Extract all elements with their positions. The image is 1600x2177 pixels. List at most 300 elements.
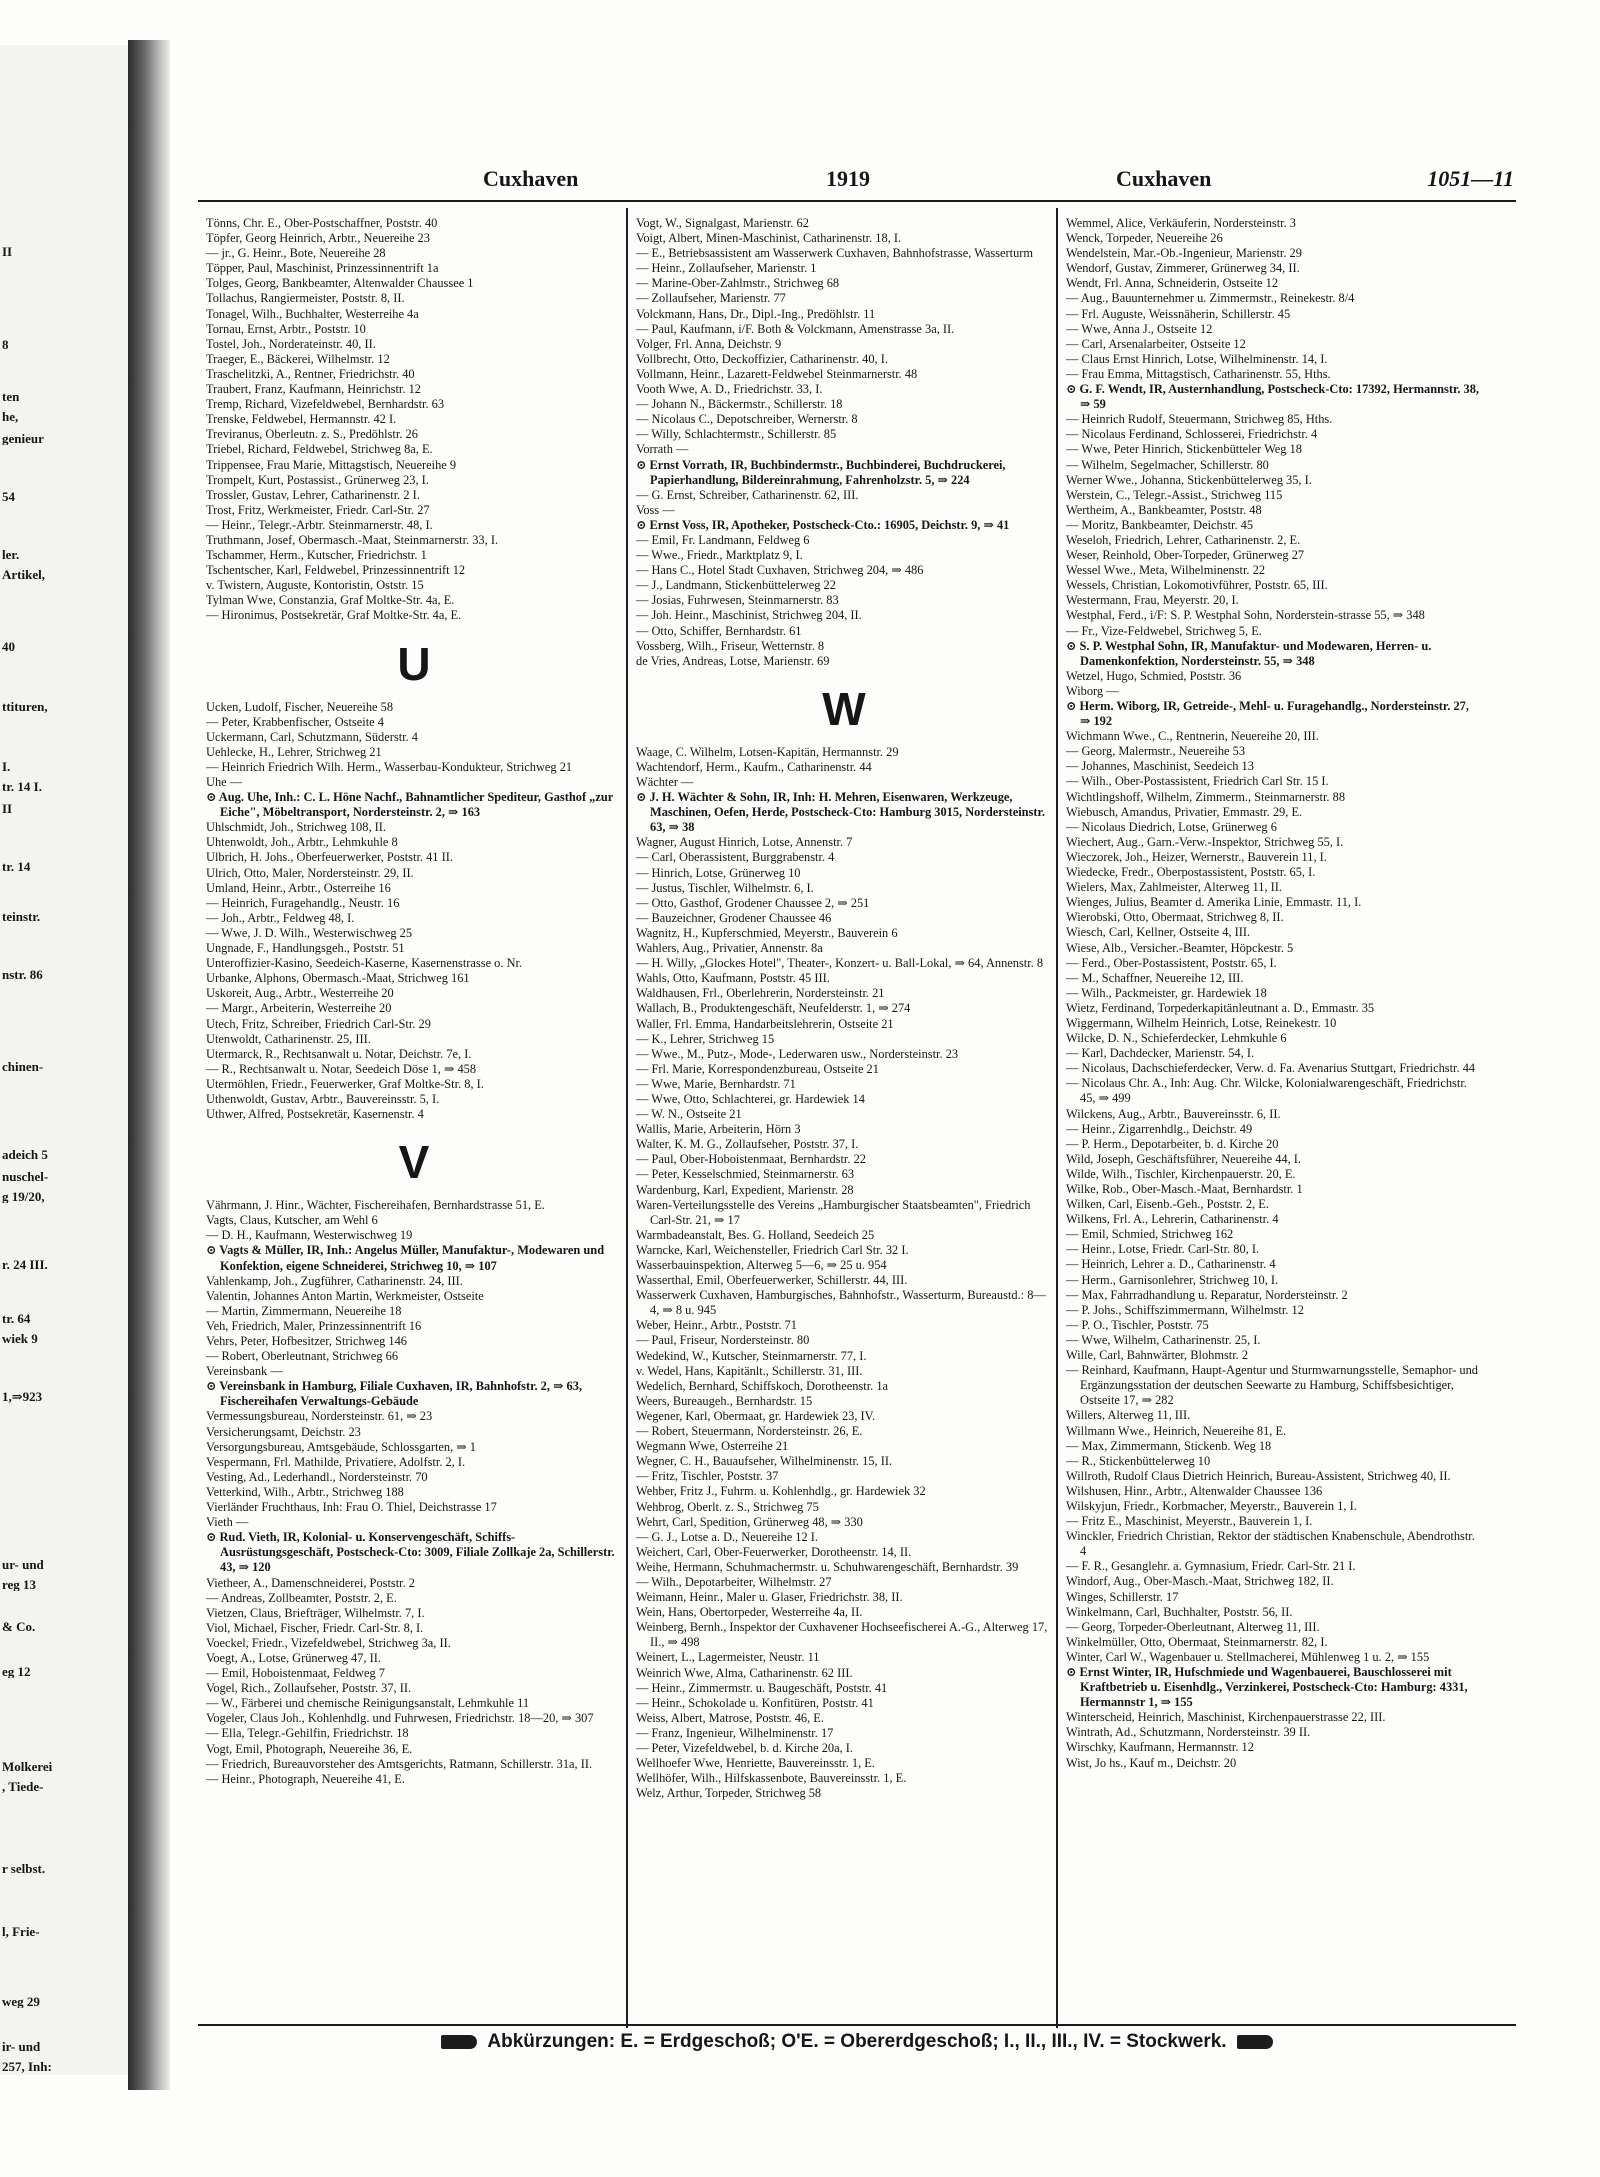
directory-entry: Vesting, Ad., Lederhandl., Nordersteinstr. 70 (206, 1469, 428, 1484)
directory-entry: — Otto, Gasthof, Grodener Chaussee 2, ⇒ 251 (636, 895, 870, 910)
directory-entry: — G. Ernst, Schreiber, Catharinenstr. 62, III. (636, 487, 859, 502)
directory-entry: Wiggermann, Wilhelm Heinrich, Lotse, Reinekestr. 10 (1066, 1015, 1337, 1030)
directory-entry: — Wwe, Anna J., Ostseite 12 (1066, 321, 1213, 336)
directory-entry: — Otto, Schiffer, Bernhardstr. 61 (636, 623, 802, 638)
left-page-text-fragment: ur- und (2, 1558, 44, 1571)
directory-entry: Uthenwoldt, Gustav, Arbtr., Bauvereinsstr. 5, I. (206, 1091, 440, 1106)
directory-entry: — Georg, Malermstr., Neuereihe 53 (1066, 744, 1246, 759)
business-listing: ⊙ Aug. Uhe, Inh.: C. L. Höne Nachf., Bahnamtlicher Spediteur, Gasthof „zur Eiche", Möbeltransport, Nordersteinstr. 2, ⇒ 163 (206, 790, 614, 820)
directory-entry: Waller, Frl. Emma, Handarbeitslehrerin, Ostseite 21 (636, 1016, 894, 1031)
left-page-text-fragment: nstr. 86 (2, 968, 43, 981)
business-listing: ⊙ S. P. Westphal Sohn, IR, Manufaktur- und Modewaren, Herren- u. Damenkonfektion, Nordersteinstr. 55, ⇒ 348 (1066, 638, 1432, 668)
directory-entry: Waren-Verteilungsstelle des Vereins „Hamburgischer Staatsbeamten", Friedrich Carl-Str. 21, ⇒ 17 (636, 1197, 1031, 1227)
directory-entry: — Robert, Steuermann, Nordersteinstr. 26, E. (636, 1424, 863, 1439)
directory-entry: Weihe, Hermann, Schuhmachermstr. u. Schuhwarengeschäft, Bernhardstr. 39 (636, 1559, 1019, 1574)
directory-entry: Trenske, Feldwebel, Hermannstr. 42 I. (206, 412, 397, 427)
directory-entry: Wehbrog, Oberlt. z. S., Strichweg 75 (636, 1499, 819, 1514)
directory-entry: Wieczorek, Joh., Heizer, Wernerstr., Bauverein 11, I. (1066, 849, 1327, 864)
directory-entry: Wegner, C. H., Bauaufseher, Wilhelminenstr. 15, II. (636, 1454, 893, 1469)
directory-entry: Töpper, Paul, Maschinist, Prinzessinnentrift 1a (206, 261, 439, 276)
directory-entry: Valentin, Johannes Anton Martin, Werkmeister, Ostseite (206, 1288, 484, 1303)
directory-entry: — Fritz E., Maschinist, Meyerstr., Bauverein 1, I. (1066, 1514, 1313, 1529)
directory-entry: Unteroffizier-Kasino, Seedeich-Kaserne, Kasernenstrasse o. Nr. (206, 956, 523, 971)
book-gutter (128, 40, 170, 2090)
directory-entry: Wendelstein, Mar.-Ob.-Ingenieur, Marienstr. 29 (1066, 246, 1302, 261)
directory-entry: — Joh. Heinr., Maschinist, Strichweg 204, II. (636, 608, 862, 623)
directory-entry: — K., Lehrer, Strichweg 15 (636, 1031, 775, 1046)
directory-entry: — Marine-Ober-Zahlmstr., Strichweg 68 (636, 276, 840, 291)
left-page-text-fragment: wiek 9 (2, 1332, 38, 1345)
directory-entry: — Georg, Torpeder-Oberleutnant, Alterweg 11, III. (1066, 1619, 1320, 1634)
directory-entry: Vährmann, J. Hinr., Wächter, Fischereihafen, Bernhardstrasse 51, E. (206, 1198, 545, 1213)
directory-entry: — Heinrich Friedrich Wilh. Herm., Wasserbau-Kondukteur, Strichweg 21 (206, 759, 573, 774)
directory-entry: — W., Färberei und chemische Reinigungsanstalt, Lehmkuhle 11 (206, 1696, 530, 1711)
directory-entry: — Willy, Schlachtermstr., Schillerstr. 85 (636, 427, 837, 442)
directory-entry: Wagnitz, H., Kupferschmied, Meyerstr., Bauverein 6 (636, 925, 898, 940)
directory-entry: — Max, Fahrradhandlung u. Reparatur, Nordersteinstr. 2 (1066, 1287, 1348, 1302)
left-page-text-fragment: I. (2, 760, 11, 773)
left-page-text-fragment: Artikel, (2, 568, 45, 581)
directory-entry: Vermessungsbureau, Nordersteinstr. 61, ⇒ 23 (206, 1409, 433, 1424)
directory-entry: — Paul, Kaufmann, i/F. Both & Volckmann, Amenstrasse 3a, II. (636, 321, 955, 336)
directory-entry: Wessels, Christian, Lokomotivführer, Poststr. 65, III. (1066, 578, 1328, 593)
directory-entry: Vahlenkamp, Joh., Zugführer, Catharinenstr. 24, III. (206, 1273, 463, 1288)
directory-entry: Uthwer, Alfred, Postsekretär, Kasernenstr. 4 (206, 1107, 424, 1122)
column-3 (1066, 216, 1482, 2024)
directory-entry: — Heinr., Telegr.-Arbtr. Steinmarnerstr. 48, I. (206, 517, 433, 532)
directory-entry: Urbanke, Alphons, Obermasch.-Maat, Strichweg 161 (206, 971, 470, 986)
directory-entry: Tönns, Chr. E., Ober-Postschaffner, Poststr. 40 (206, 216, 438, 230)
section-letter: U (397, 637, 431, 690)
business-listing: ⊙ Ernst Voss, IR, Apotheker, Postscheck-Cto.: 16905, Deichstr. 9, ⇒ 41 (636, 517, 1010, 532)
directory-entry: Vorrath — (636, 442, 689, 457)
directory-entry: Wallis, Marie, Arbeiterin, Hörn 3 (636, 1122, 801, 1137)
directory-entry: Warncke, Karl, Weichensteller, Friedrich Carl Str. 32 I. (636, 1242, 909, 1257)
directory-entry: Weinberg, Bernh., Inspektor der Cuxhavener Hochseefischerei A.-G., Alterweg 17, II., ⇒ 498 (636, 1620, 1048, 1650)
directory-entry: Weseloh, Friedrich, Lehrer, Catharinenstr. 2, E. (1066, 532, 1301, 547)
directory-entry: Ucken, Ludolf, Fischer, Neuereihe 58 (206, 699, 394, 714)
directory-entry: Wardenburg, Karl, Expedient, Marienstr. 28 (636, 1182, 854, 1197)
directory-entry: — Paul, Ober-Hoboistenmaat, Bernhardstr. 22 (636, 1152, 866, 1167)
directory-entry: Utenwoldt, Catharinenstr. 25, III. (206, 1031, 371, 1046)
directory-entry: Wierobski, Otto, Obermaat, Strichweg 8, II. (1066, 910, 1284, 925)
directory-entry: Vagts, Claus, Kutscher, am Wehl 6 (206, 1213, 378, 1228)
pointing-hand-icon (441, 2035, 477, 2049)
directory-entry: Vogt, Emil, Photograph, Neuereihe 36, E. (206, 1741, 413, 1756)
business-listing: ⊙ J. H. Wächter & Sohn, IR, Inh: H. Mehren, Eisenwaren, Werkzeuge, Maschinen, Oefen, Herde, Postscheck-Cto: Hamburg 3015, Nordersteinstr. 63, ⇒ 38 (636, 790, 1045, 835)
directory-entry: Wist, Jo hs., Kauf m., Deichstr. 20 (1066, 1755, 1237, 1770)
directory-entry: — Claus Ernst Hinrich, Lotse, Wilhelminenstr. 14, I. (1066, 351, 1328, 366)
directory-entry: Wagner, August Hinrich, Lotse, Annenstr. 7 (636, 835, 853, 850)
directory-entry: — H. Willy, „Glockes Hotel", Theater-, Konzert- u. Ball-Lokal, ⇒ 64, Annenstr. 8 (636, 956, 1044, 971)
directory-entry: — Josias, Fuhrwesen, Steinmarnerstr. 83 (636, 593, 839, 608)
business-listing: ⊙ Rud. Vieth, IR, Kolonial- u. Konservengeschäft, Schiffs-Ausrüstungsgeschäft, Postscheck-Cto: 3009, Filiale Zollkaje 2a, Schillerstr. 43, ⇒ 120 (206, 1530, 615, 1575)
left-page-text-fragment: 1,⇒923 (2, 1390, 43, 1403)
directory-entry: — Heinrich Rudolf, Steuermann, Strichweg 85, Hths. (1066, 412, 1333, 427)
directory-entry: Weimann, Heinr., Maler u. Glaser, Friedrichstr. 38, II. (636, 1590, 903, 1605)
directory-entry: Volger, Frl. Anna, Deichstr. 9 (636, 336, 782, 351)
directory-entry: Wasserbauinspektion, Alterweg 5—6, ⇒ 25 u. 954 (636, 1258, 887, 1272)
directory-entry: — Nicolaus Chr. A., Inh: Aug. Chr. Wilcke, Kolonialwarengeschäft, Friedrichstr. 45, ⇒ 499 (1066, 1076, 1467, 1106)
directory-entry: — Wwe, Peter Hinrich, Stickenbütteler Weg 18 (1066, 442, 1302, 457)
column-1 (206, 216, 622, 2024)
directory-entry: Welz, Arthur, Torpeder, Strichweg 58 (636, 1786, 822, 1801)
directory-entry: Traubert, Franz, Kaufmann, Heinrichstr. 12 (206, 382, 421, 397)
directory-entry: Wasserwerk Cuxhaven, Hamburgisches, Bahnhofstr., Wasserturm, Bureaustd.: 8—4, ⇒ 8 u. 945 (636, 1288, 1046, 1318)
left-page-text-fragment: 40 (2, 640, 15, 653)
directory-entry: Wehber, Fritz J., Fuhrm. u. Kohlenhdlg., gr. Hardewiek 32 (636, 1484, 926, 1499)
directory-entry: — Frl. Marie, Korrespondenzbureau, Ostseite 21 (636, 1061, 879, 1076)
directory-entry: Wiedecke, Fredr., Oberpostassistent, Poststr. 65, I. (1066, 865, 1316, 880)
left-page-text-fragment: ir- und (2, 2040, 41, 2053)
left-page-text-fragment: chinen- (2, 1060, 44, 1073)
left-page-text-fragment: weg 29 (2, 1995, 40, 2008)
directory-entry: Ulbrich, H. Johs., Oberfeuerwerker, Poststr. 41 II. (206, 850, 453, 865)
directory-entry: Wielers, Max, Zahlmeister, Alterweg 11, II. (1066, 880, 1282, 895)
directory-entry: Vollmann, Heinr., Lazarett-Feldwebel Steinmarnerstr. 48 (636, 366, 918, 381)
directory-entry: — Peter, Krabbenfischer, Ostseite 4 (206, 714, 384, 729)
directory-entry: Vogel, Rich., Zollaufseher, Poststr. 37, II. (206, 1681, 412, 1696)
directory-entry: Wachtendorf, Herm., Kaufm., Catharinenstr. 44 (636, 759, 872, 774)
directory-entry: — Wwe, J. D. Wilh., Westerwischweg 25 (206, 925, 413, 940)
directory-entry: — Friedrich, Bureauvorsteher des Amtsgerichts, Ratmann, Schillerstr. 31a, II. (206, 1756, 593, 1771)
directory-entry: Wichmann Wwe., C., Rentnerin, Neuereihe 20, III. (1066, 729, 1319, 744)
abbreviations-text: Abkürzungen: E. = Erdgeschoß; O'E. = Obererdgeschoß; I., II., III., IV. = Stockwerk. (487, 2031, 1227, 2052)
directory-entry: Wahlers, Aug., Privatier, Annenstr. 8a (636, 941, 823, 956)
left-page-text-fragment: teinstr. (2, 910, 41, 923)
directory-entry: — Heinrich, Furagehandlg., Neustr. 16 (206, 895, 400, 910)
directory-entry: Werstein, C., Telegr.-Assist., Strichweg 115 (1066, 487, 1283, 502)
directory-entry: Westphal, Ferd., i/F: S. P. Westphal Sohn, Norderstein-strasse 55, ⇒ 348 (1066, 608, 1425, 623)
directory-entry: — Ella, Telegr.-Gehilfin, Friedrichstr. 18 (206, 1726, 409, 1741)
pointing-hand-icon (1237, 2035, 1273, 2049)
directory-entry: Trossler, Gustav, Lehrer, Catharinenstr. 2 I. (206, 487, 420, 502)
directory-entry: — Fritz, Tischler, Poststr. 37 (636, 1469, 779, 1484)
left-page-text-fragment: , Tiede- (2, 1780, 44, 1793)
business-listing: ⊙ Ernst Winter, IR, Hufschmiede und Wagenbauerei, Bauschlosserei mit Kraftbetrieb u. Eisenhdlg., Verzinkerei, Postscheck-Cto: Hamburg: 4331, Hermannstr 1, ⇒ 155 (1066, 1665, 1468, 1710)
directory-entry: Uehlecke, H., Lehrer, Strichweg 21 (206, 744, 382, 759)
business-listing: ⊙ Herm. Wiborg, IR, Getreide-, Mehl- u. Furagehandlg., Nordersteinstr. 27, ⇒ 192 (1066, 699, 1469, 729)
directory-entry: — Wwe., Friedr., Marktplatz 9, I. (636, 548, 803, 563)
directory-entry: Weers, Bureaugeh., Bernhardstr. 15 (636, 1393, 813, 1408)
directory-entry: Tollachus, Rangiermeister, Poststr. 8, II. (206, 291, 405, 306)
directory-entry: — Heinr., Zigarrenhdlg., Deichstr. 49 (1066, 1121, 1253, 1136)
directory-entry: — Bauzeichner, Grodener Chaussee 46 (636, 910, 832, 925)
header-city-right: Cuxhaven (1116, 166, 1212, 191)
directory-entry: Traschelitzki, A., Rentner, Friedrichstr. 40 (206, 366, 415, 381)
directory-entry: — R., Stickenbüttelerweg 10 (1066, 1453, 1211, 1468)
header-city-left: Cuxhaven (483, 166, 579, 191)
business-listing: ⊙ Ernst Vorrath, IR, Buchbindermstr., Buchbinderei, Buchdruckerei, Papierhandlung, Bildereinrahmung, Fahrenholzstr. 5, ⇒ 224 (636, 457, 1006, 487)
directory-entry: Wild, Joseph, Geschäftsführer, Neuereihe 44, I. (1066, 1151, 1302, 1166)
directory-entry: — Hinrich, Lotse, Grünerweg 10 (636, 865, 801, 880)
left-page-text-fragment: 54 (2, 490, 15, 503)
left-page-text-fragment: II (2, 802, 13, 815)
directory-entry: Winges, Schillerstr. 17 (1066, 1589, 1179, 1604)
directory-entry: — Nicolaus, Dachschieferdecker, Verw. d. Fa. Avenarius Stuttgart, Friedrichstr. 44 (1066, 1061, 1476, 1076)
directory-entry: Walter, K. M. G., Zollaufseher, Poststr. 37, I. (636, 1137, 859, 1152)
directory-entry: Wille, Carl, Bahnwärter, Blohmstr. 2 (1066, 1348, 1249, 1363)
directory-entry: Vespermann, Frl. Mathilde, Privatiere, Adolfstr. 2, I. (206, 1454, 466, 1469)
left-page-text-fragment: 8 (2, 338, 9, 351)
directory-entry: — Herm., Garnisonlehrer, Strichweg 10, I. (1066, 1272, 1279, 1287)
directory-entry: — Karl, Dachdecker, Marienstr. 54, I. (1066, 1046, 1255, 1061)
directory-entry: Wendt, Frl. Anna, Schneiderin, Ostseite 12 (1066, 276, 1279, 291)
directory-entry: Vereinsbank — (206, 1364, 283, 1379)
directory-entry: — R., Rechtsanwalt u. Notar, Seedeich Döse 1, ⇒ 458 (206, 1061, 477, 1076)
directory-entry: Wellhoefer Wwe, Henriette, Bauvereinsstr. 1, E. (636, 1756, 875, 1771)
directory-entry: Werner Wwe., Johanna, Stickenbüttelerweg 35, I. (1066, 472, 1312, 487)
directory-entry: Wietz, Ferdinand, Torpederkapitänleutnant a. D., Emmastr. 35 (1066, 1000, 1375, 1015)
directory-entry: Winckler, Friedrich Christian, Rektor der städtischen Knabenschule, Abendrothstr. 4 (1066, 1529, 1475, 1559)
directory-entry: — P. Johs., Schiffszimmermann, Wilhelmstr. 12 (1066, 1302, 1304, 1317)
directory-entry: Wertheim, A., Bankbeamter, Poststr. 48 (1066, 502, 1262, 517)
running-header (198, 160, 1516, 202)
left-page-text-fragment: he, (2, 410, 19, 423)
directory-entry: — Heinr., Lotse, Friedr. Carl-Str. 80, I. (1066, 1242, 1260, 1257)
directory-entry: Wessel Wwe., Meta, Wilhelminenstr. 22 (1066, 563, 1266, 578)
directory-entry: Wallach, B., Produktengeschäft, Neufelderstr. 1, ⇒ 274 (636, 1001, 911, 1016)
left-page-text-fragment: 257, Inh: (2, 2060, 52, 2073)
directory-entry: Wasserthal, Emil, Oberfeuerwerker, Schillerstr. 44, III. (636, 1273, 908, 1288)
directory-entry: — Nicolaus Diedrich, Lotse, Grünerweg 6 (1066, 819, 1277, 834)
directory-entry: Winkelmüller, Otto, Obermaat, Steinmarnerstr. 82, I. (1066, 1634, 1328, 1649)
directory-entry: — Heinr., Schokolade u. Konfitüren, Poststr. 41 (636, 1695, 874, 1710)
directory-entry: Voegt, A., Lotse, Grünerweg 47, II. (206, 1650, 381, 1665)
left-page-text-fragment: genieur (2, 432, 44, 445)
directory-entry: Wilshusen, Hinr., Arbtr., Altenwalder Chaussee 136 (1066, 1483, 1323, 1498)
directory-entry: Willmann Wwe., Heinrich, Neuereihe 81, E. (1066, 1423, 1287, 1438)
directory-entry: Wendorf, Gustav, Zimmerer, Grünerweg 34, II. (1066, 261, 1300, 276)
left-page-text-fragment: tr. 64 (2, 1312, 31, 1325)
directory-entry: — Andreas, Zollbeamter, Poststr. 2, E. (206, 1590, 397, 1605)
directory-entry: Wetzel, Hugo, Schmied, Poststr. 36 (1066, 668, 1242, 683)
directory-entry: Wedekind, W., Kutscher, Steinmarnerstr. 77, I. (636, 1348, 867, 1363)
directory-entry: — Carl, Oberassistent, Burggrabenstr. 4 (636, 850, 835, 865)
business-listing: ⊙ Vereinsbank in Hamburg, Filiale Cuxhaven, IR, Bahnhofstr. 2, ⇒ 63, Fischereihafen Verwaltungs-Gebäude (206, 1379, 583, 1409)
directory-entry: Volckmann, Hans, Dr., Dipl.-Ing., Predöhlstr. 11 (636, 306, 876, 321)
directory-entry: Wiebusch, Amandus, Privatier, Emmastr. 29, E. (1066, 804, 1303, 819)
directory-entry: — M., Schaffner, Neuereihe 12, III. (1066, 970, 1244, 985)
directory-entry: Voss — (636, 502, 675, 517)
left-page-text-fragment: II (2, 245, 13, 258)
directory-entry: de Vries, Andreas, Lotse, Marienstr. 69 (636, 653, 830, 668)
directory-entry: Treviranus, Oberleutn. z. S., Predöhlstr. 26 (206, 427, 418, 442)
business-listing: ⊙ Vagts & Müller, IR, Inh.: Angelus Müller, Manufaktur-, Modewaren und Konfektion, eigene Schneiderei, Strichweg 10, ⇒ 107 (206, 1243, 605, 1273)
directory-entry: Viol, Michael, Fischer, Friedr. Carl-Str. 8, I. (206, 1620, 424, 1635)
directory-entry: Weser, Reinhold, Ober-Torpeder, Grünerweg 27 (1066, 548, 1305, 563)
directory-entry: — Zollaufseher, Marienstr. 77 (636, 291, 786, 306)
directory-entry: Trippensee, Frau Marie, Mittagstisch, Neuereihe 9 (206, 457, 457, 472)
left-page-text-fragment: ler. (2, 548, 20, 561)
directory-entry: — Carl, Arsenalarbeiter, Ostseite 12 (1066, 336, 1246, 351)
directory-entry: Weiss, Albert, Matrose, Poststr. 46, E. (636, 1710, 824, 1725)
directory-entry: Tylman Wwe, Constanzia, Graf Moltke-Str. 4a, E. (206, 593, 455, 608)
directory-entry: Weinrich Wwe, Alma, Catharinenstr. 62 III. (636, 1665, 853, 1680)
directory-entry: — Emil, Hoboistenmaat, Feldweg 7 (206, 1666, 385, 1681)
abbreviations-footer (198, 2024, 1516, 2058)
directory-entry: Weber, Heinr., Arbtr., Poststr. 71 (636, 1318, 797, 1333)
directory-entry: Vehrs, Peter, Hofbesitzer, Strichweg 146 (206, 1334, 407, 1348)
column-divider (1056, 208, 1058, 2028)
left-page-text-fragment: & Co. (2, 1620, 36, 1633)
directory-entry: Wächter — (636, 775, 694, 789)
directory-entry: — Moritz, Bankbeamter, Deichstr. 45 (1066, 517, 1254, 532)
directory-entry: Wilckens, Aug., Arbtr., Bauvereinsstr. 6, II. (1066, 1106, 1281, 1121)
directory-entry: — Frau Emma, Mittagstisch, Catharinenstr. 55, Hths. (1066, 366, 1331, 381)
directory-entry: Wiechert, Aug., Garn.-Verw.-Inspektor, Strichweg 55, I. (1066, 834, 1344, 849)
directory-entry: Wilde, Wilh., Tischler, Kirchenpauerstr. 20, E. (1066, 1166, 1296, 1181)
directory-entry: Triebel, Richard, Feldwebel, Strichweg 8a, E. (206, 442, 433, 457)
directory-entry: Wilke, Rob., Ober-Masch.-Maat, Bernhardstr. 1 (1066, 1182, 1303, 1196)
directory-entry: Windorf, Aug., Ober-Masch.-Maat, Strichweg 182, II. (1066, 1574, 1334, 1589)
directory-entry: — Wwe., M., Putz-, Mode-, Lederwaren usw., Nordersteinstr. 23 (636, 1046, 959, 1061)
directory-entry: Tostel, Joh., Norderateinstr. 40, II. (206, 336, 376, 351)
directory-entry: Wilcke, D. N., Schieferdecker, Lehmkuhle 6 (1066, 1031, 1287, 1046)
directory-entry: Weinert, L., Lagermeister, Neustr. 11 (636, 1650, 820, 1665)
column-divider (626, 208, 628, 2028)
directory-entry: — Heinrich, Lehrer a. D., Catharinenstr. 4 (1066, 1257, 1276, 1272)
directory-entry: Utermarck, R., Rechtsanwalt u. Notar, Deichstr. 7e, I. (206, 1046, 472, 1061)
directory-entry: Traeger, E., Bäckerei, Wilhelmstr. 12 (206, 351, 390, 366)
directory-entry: Wegmann Wwe, Osterreihe 21 (636, 1439, 789, 1454)
directory-entry: Töpfer, Georg Heinrich, Arbtr., Neuereihe 23 (206, 231, 430, 246)
directory-entry: Uhtenwoldt, Joh., Arbtr., Lehmkuhle 8 (206, 835, 398, 850)
directory-entry: — Wwe, Otto, Schlachterei, gr. Hardewiek 14 (636, 1091, 865, 1106)
directory-entry: — Reinhard, Kaufmann, Haupt-Agentur und Sturmwarnungsstelle, Semaphor- und Ergänzungsstation der deutschen Seewarte zu Hamburg, Schiffsbesichtiger, Ostseite 17, ⇒ 282 (1066, 1363, 1479, 1408)
directory-entry: Winkelmann, Carl, Buchhalter, Poststr. 56, II. (1066, 1604, 1293, 1619)
left-page-text-fragment: ten (2, 390, 20, 403)
directory-entry: Vetterkind, Wilh., Arbtr., Strichweg 188 (206, 1484, 404, 1499)
directory-entry: Veh, Friedrich, Maler, Prinzessinnentrift 16 (206, 1318, 422, 1333)
left-page-text-fragment: r. 24 III. (2, 1258, 48, 1271)
directory-entry: — Franz, Ingenieur, Wilhelminenstr. 17 (636, 1725, 834, 1740)
directory-entry: — Joh., Arbtr., Feldweg 48, I. (206, 910, 355, 925)
directory-entry: Uskoreit, Aug., Arbtr., Westerreihe 20 (206, 986, 394, 1001)
directory-entry: Winterscheid, Heinrich, Maschinist, Kirchenpauerstrasse 22, III. (1066, 1710, 1386, 1725)
directory-entry: Westermann, Frau, Meyerstr. 20, I. (1066, 593, 1239, 608)
directory-entry: Wilken, Carl, Eisenb.-Geh., Poststr. 2, E. (1066, 1197, 1269, 1212)
directory-entry: Wenck, Torpeder, Neuereihe 26 (1066, 231, 1223, 246)
directory-entry: Weichert, Carl, Ober-Feuerwerker, Dorotheenstr. 14, II. (636, 1544, 912, 1559)
column-2 (636, 216, 1052, 2024)
directory-entry: Voigt, Albert, Minen-Maschinist, Catharinenstr. 18, I. (636, 231, 902, 246)
directory-entry: — Emil, Fr. Landmann, Feldweg 6 (636, 532, 810, 547)
directory-entry: — Wilh., Ober-Postassistent, Friedrich Carl Str. 15 I. (1066, 774, 1329, 789)
directory-entry: Wiese, Alb., Versicher.-Beamter, Höpckestr. 5 (1066, 940, 1294, 955)
directory-entry: — W. N., Ostseite 21 (636, 1107, 742, 1122)
directory-entry: Versicherungsamt, Deichstr. 23 (206, 1424, 361, 1439)
left-page-text-fragment: l, Frie- (2, 1925, 40, 1938)
directory-entry: — D. H., Kaufmann, Westerwischweg 19 (206, 1228, 413, 1243)
left-page-text-fragment: nuschel- (2, 1170, 49, 1183)
directory-entry: — Hironimus, Postsekretär, Graf Moltke-Str. 4a, E. (206, 608, 462, 623)
directory-entry: Willers, Alterweg 11, III. (1066, 1408, 1191, 1423)
directory-entry: Wiesch, Carl, Kellner, Ostseite 4, III. (1066, 925, 1251, 940)
directory-entry: Tschentscher, Karl, Feldwebel, Prinzessinnentrift 12 (206, 563, 466, 578)
directory-entry: — G. J., Lotse a. D., Neuereihe 12 I. (636, 1529, 819, 1544)
directory-entry: Versorgungsbureau, Amtsgebäude, Schlossgarten, ⇒ 1 (206, 1439, 476, 1454)
directory-entry: — Max, Zimmermann, Stickenb. Weg 18 (1066, 1438, 1272, 1453)
directory-entry: — Frl. Auguste, Weissnäherin, Schillerstr. 45 (1066, 306, 1291, 321)
directory-entry: Wehrt, Carl, Spedition, Grünerweg 48, ⇒ 330 (636, 1514, 863, 1529)
directory-entry: Vogeler, Claus Joh., Kohlenhdlg. und Fuhrwesen, Friedrichstr. 18—20, ⇒ 307 (206, 1711, 594, 1726)
directory-entry: — Hans C., Hotel Stadt Cuxhaven, Strichweg 204, ⇒ 486 (636, 563, 924, 578)
directory-entry: Wilskyjun, Friedr., Korbmacher, Meyerstr., Bauverein 1, I. (1066, 1498, 1357, 1513)
directory-entry: — P. Herm., Depotarbeiter, b. d. Kirche 20 (1066, 1136, 1279, 1151)
directory-entry: Vietheer, A., Damenschneiderei, Poststr. 2 (206, 1575, 416, 1590)
directory-entry: Wemmel, Alice, Verkäuferin, Nordersteinstr. 3 (1066, 216, 1296, 230)
directory-entry: Tremp, Richard, Vizefeldwebel, Bernhardstr. 63 (206, 397, 445, 412)
directory-entry: Wellhöfer, Wilh., Hilfskassenbote, Bauvereinsstr. 1, E. (636, 1771, 907, 1786)
directory-entry: — Martin, Zimmermann, Neuereihe 18 (206, 1303, 402, 1318)
left-page-text-fragment: r selbst. (2, 1862, 46, 1875)
directory-entry: Tschammer, Herm., Kutscher, Friedrichstr. 1 (206, 548, 427, 563)
directory-entry: Wegener, Karl, Obermaat, gr. Hardewiek 23, IV. (636, 1408, 876, 1423)
directory-entry: v. Wedel, Hans, Kapitänlt., Schillerstr. 31, III. (636, 1363, 863, 1378)
directory-entry: Wiborg — (1066, 683, 1119, 698)
directory-entry: Wintrath, Ad., Schutzmann, Nordersteinstr. 39 II. (1066, 1725, 1311, 1740)
directory-entry: — Aug., Bauunternehmer u. Zimmermstr., Reinekestr. 8/4 (1066, 291, 1355, 306)
directory-entry: Wedelich, Bernhard, Schiffskoch, Dorotheenstr. 1a (636, 1378, 889, 1393)
directory-entry: Uhe — (206, 775, 243, 789)
directory-entry: — E., Betriebsassistent am Wasserwerk Cuxhaven, Bahnhofstrasse, Wasserturm (636, 246, 1034, 261)
directory-entry: — J., Landmann, Stickenbüttelerweg 22 (636, 578, 836, 593)
left-page-text-fragment: Molkerei (2, 1760, 53, 1773)
directory-entry: — Wwe, Wilhelm, Catharinenstr. 25, I. (1066, 1332, 1261, 1347)
directory-entry: — Robert, Oberleutnant, Strichweg 66 (206, 1349, 399, 1364)
directory-entry: Utermöhlen, Friedr., Feuerwerker, Graf Moltke-Str. 8, I. (206, 1076, 484, 1091)
directory-entry: Uhlschmidt, Joh., Strichweg 108, II. (206, 820, 386, 835)
directory-page (198, 160, 1516, 2052)
directory-entry: Trost, Fritz, Werkmeister, Friedr. Carl-Str. 27 (206, 502, 430, 517)
left-page-text-fragment: tr. 14 I. (2, 780, 42, 793)
directory-entry: — Justus, Tischler, Wilhelmstr. 6, I. (636, 880, 814, 895)
directory-entry: — Nicolaus C., Depotschreiber, Wernerstr. 8 (636, 412, 858, 427)
directory-entry: Utech, Fritz, Schreiber, Friedrich Carl-Str. 29 (206, 1016, 431, 1031)
directory-entry: Vollbrecht, Otto, Deckoffizier, Catharinenstr. 40, I. (636, 351, 888, 366)
directory-entry: Ungnade, F., Handlungsgeh., Poststr. 51 (206, 941, 405, 956)
directory-entry: — Heinr., Zollaufseher, Marienstr. 1 (636, 261, 817, 276)
directory-entry: Uckermann, Carl, Schutzmann, Süderstr. 4 (206, 729, 418, 744)
directory-entry: — Nicolaus Ferdinand, Schlosserei, Friedrichstr. 4 (1066, 427, 1318, 442)
directory-entry: Waage, C. Wilhelm, Lotsen-Kapitän, Hermannstr. 29 (636, 744, 899, 759)
directory-entry: — Emil, Schmied, Strichweg 162 (1066, 1227, 1234, 1242)
directory-entry: Willroth, Rudolf Claus Dietrich Heinrich, Bureau-Assistent, Strichweg 40, II. (1066, 1468, 1451, 1483)
directory-entry: Wilkens, Frl. A., Lehrerin, Catharinenstr. 4 (1066, 1212, 1279, 1227)
directory-entry: Tolges, Georg, Bankbeamter, Altenwalder Chaussee 1 (206, 276, 474, 291)
directory-entry: Tornau, Ernst, Arbtr., Poststr. 10 (206, 321, 366, 336)
left-page-text-fragment: g 19/20, (2, 1190, 45, 1203)
directory-entry: — Wilh., Packmeister, gr. Hardewiek 18 (1066, 985, 1267, 1000)
directory-entry: Truthmann, Josef, Obermasch.-Maat, Steinmarnerstr. 33, I. (206, 532, 499, 547)
directory-entry: — Peter, Kesselschmied, Steinmarnerstr. 63 (636, 1167, 855, 1182)
directory-entry: Winter, Carl W., Wagenbauer u. Stellmacherei, Mühlenweg 1 u. 2, ⇒ 155 (1066, 1649, 1430, 1664)
left-page-text-fragment: eg 12 (2, 1665, 31, 1678)
directory-entry: Tonagel, Wilh., Buchhalter, Westerreihe 4a (206, 306, 419, 321)
header-year: 1919 (826, 166, 870, 191)
directory-entry: v. Twistern, Auguste, Kontoristin, Oststr. 15 (206, 578, 424, 593)
directory-entry: — Heinr., Photograph, Neuereihe 41, E. (206, 1771, 405, 1786)
directory-entry: Wahls, Otto, Kaufmann, Poststr. 45 III. (636, 971, 830, 986)
directory-entry: Warmbadeanstalt, Bes. G. Holland, Seedeich 25 (636, 1227, 875, 1242)
directory-entry: — F. R., Gesanglehr. a. Gymnasium, Friedr. Carl-Str. 21 I. (1066, 1559, 1356, 1574)
directory-entry: Vieth — (206, 1515, 249, 1530)
directory-entry: Vogt, W., Signalgast, Marienstr. 62 (636, 216, 809, 230)
directory-entry: — Wilh., Depotarbeiter, Wilhelmstr. 27 (636, 1574, 832, 1589)
directory-entry: — Wwe, Marie, Bernhardstr. 71 (636, 1076, 796, 1091)
left-page-text-fragment: reg 13 (2, 1578, 37, 1591)
